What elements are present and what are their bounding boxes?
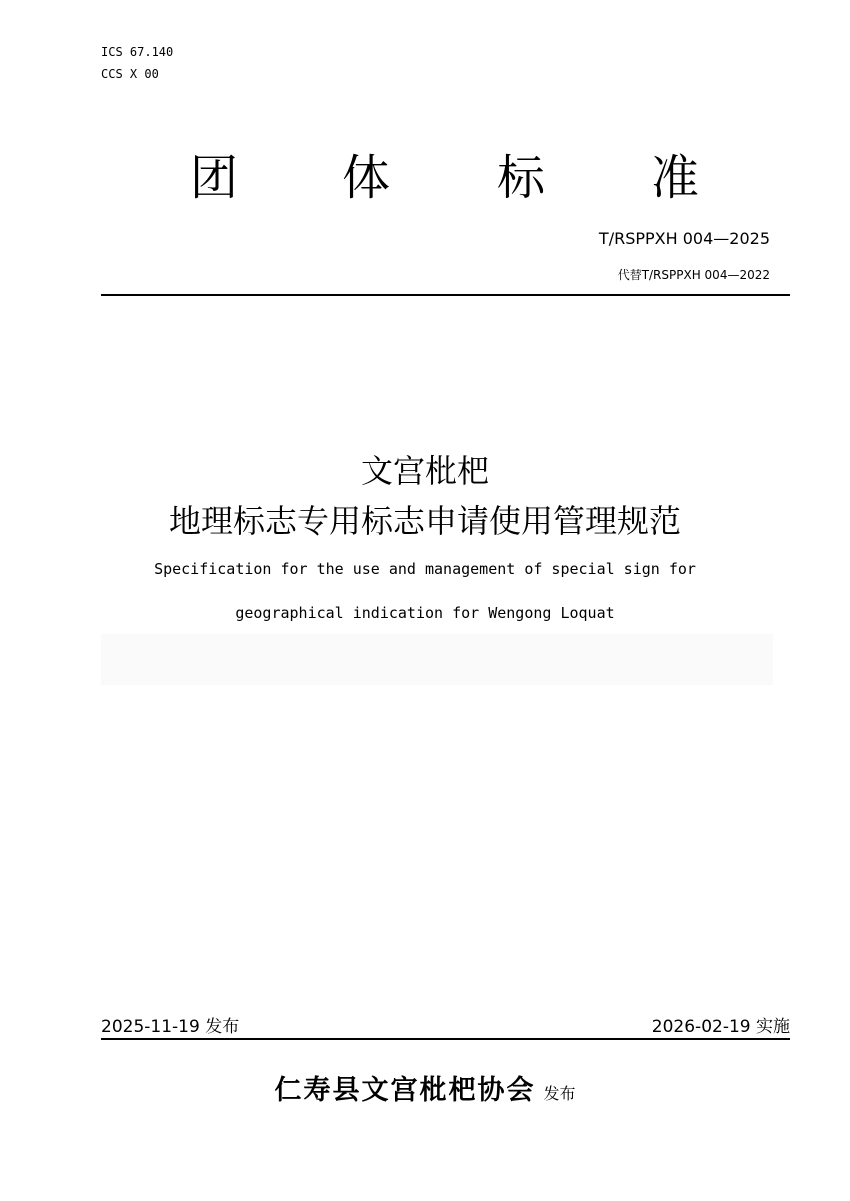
ics-code: ICS 67.140 bbox=[101, 45, 174, 59]
title-zh-line2: 地理标志专用标志申请使用管理规范 bbox=[168, 502, 681, 540]
ccs-code: CCS X 00 bbox=[101, 67, 159, 81]
banner-char-2: 体 bbox=[341, 150, 390, 206]
blank-shaded-box bbox=[101, 634, 773, 685]
document-type-banner bbox=[0, 150, 850, 210]
top-divider bbox=[101, 294, 790, 296]
publisher-line bbox=[0, 1068, 850, 1107]
banner-char-3: 标 bbox=[496, 150, 545, 206]
implement-date: 2026-02-19 实施 bbox=[651, 1017, 790, 1037]
publish-date: 2025-11-19 发布 bbox=[101, 1017, 240, 1037]
standard-number: T/RSPPXH 004—2025 bbox=[598, 229, 770, 248]
publisher-org: 仁寿县文宫枇杷协会 bbox=[274, 1075, 536, 1106]
banner-char-1: 团 bbox=[189, 150, 238, 206]
title-en-line1: Specification for the use and management of special sign for bbox=[154, 560, 696, 578]
banner-char-4: 准 bbox=[650, 150, 699, 206]
bottom-divider bbox=[101, 1038, 790, 1040]
title-zh-line1: 文宫枇杷 bbox=[360, 452, 489, 490]
title-en-line2: geographical indication for Wengong Loquat bbox=[235, 604, 615, 622]
publisher-action: 发布 bbox=[543, 1084, 576, 1103]
replaces-standard: 代替T/RSPPXH 004—2022 bbox=[617, 268, 770, 282]
